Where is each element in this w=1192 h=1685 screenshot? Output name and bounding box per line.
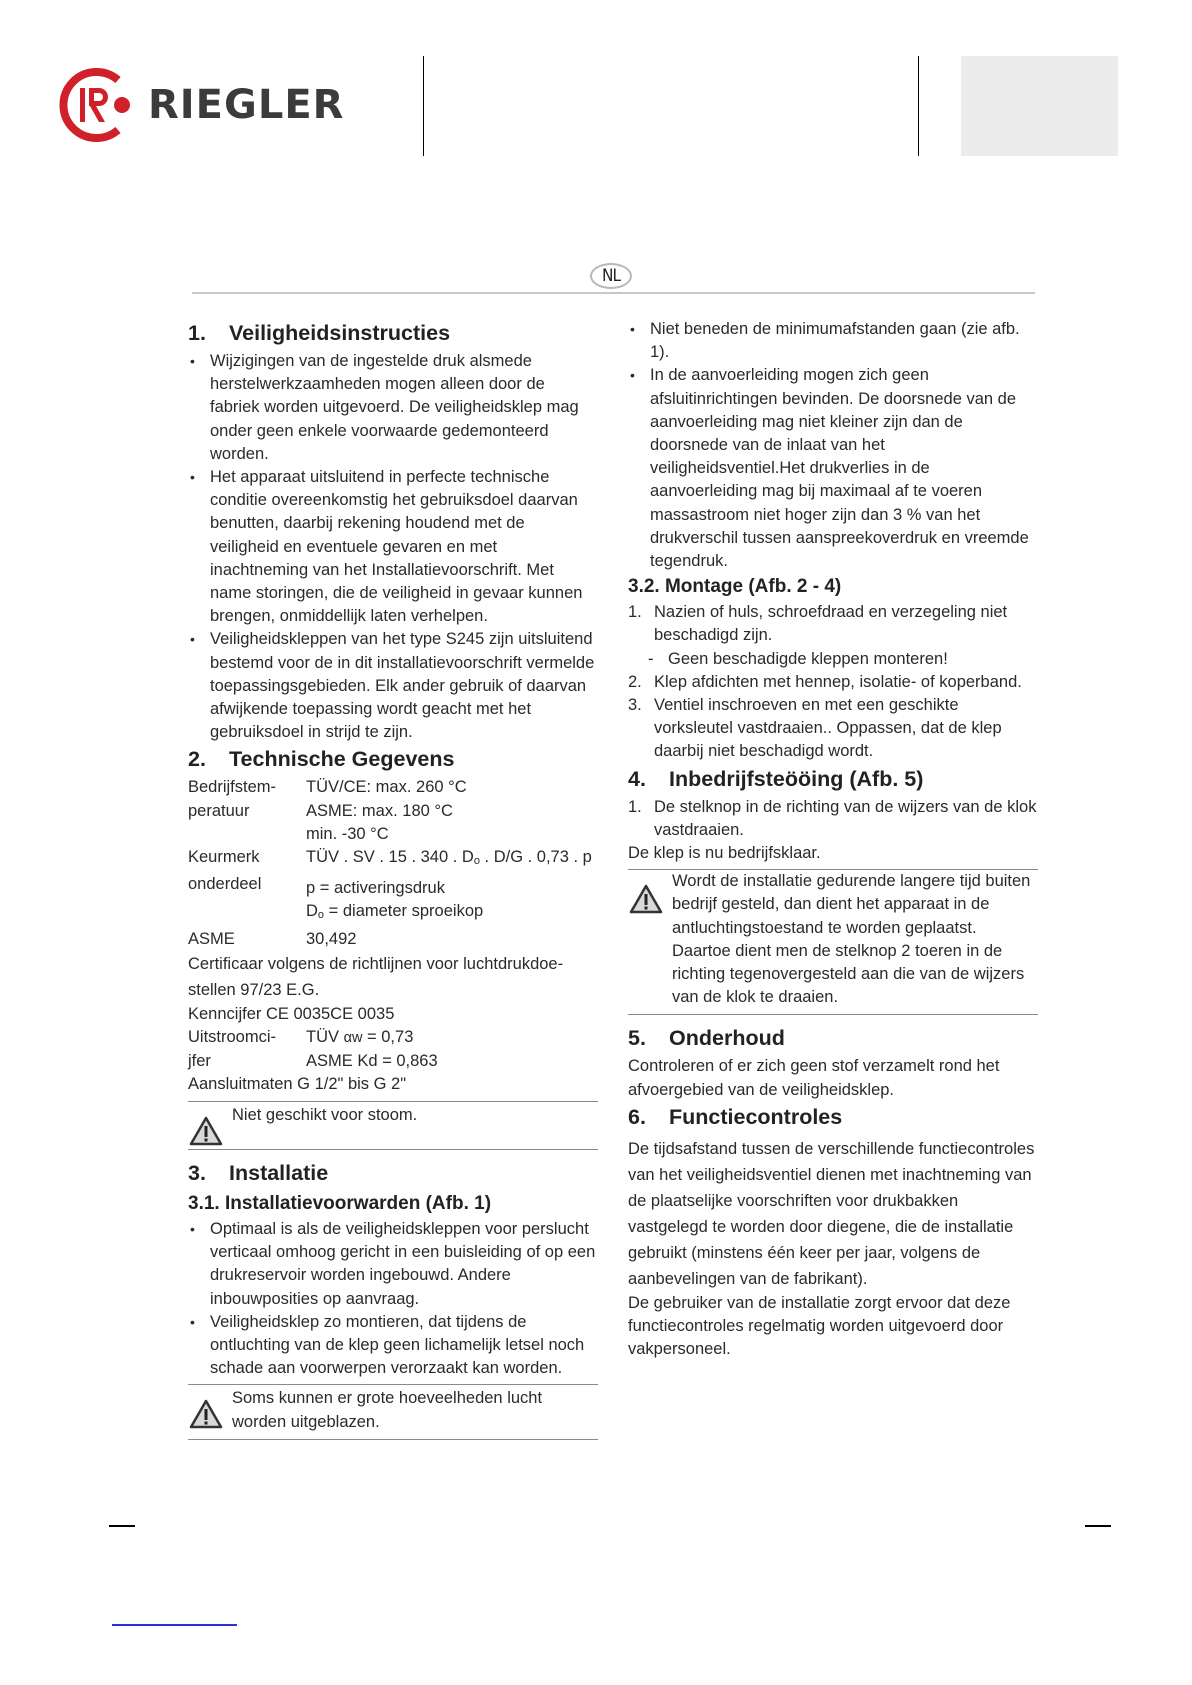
list-item [628,796,1038,842]
table-row [188,846,592,873]
table-value: TÜV/CE: max. 260 °C [306,778,467,797]
connection-label: Aansluitmaten [188,1075,293,1094]
crop-mark [109,1525,135,1527]
list-item [188,350,598,466]
section-title: Installatie [229,1160,329,1185]
definition-text: = diameter sproeikop [324,902,484,921]
riegler-logo [58,66,344,144]
technical-data-table [188,776,592,950]
header-placeholder-box [961,56,1118,156]
table-row [188,1050,438,1073]
commissioning-steps [628,796,1038,842]
table-value: ASME: max. 180 °C [306,801,453,820]
value-text: = 0,73 [362,1028,414,1047]
section-title: Technische Gegevens [229,747,455,772]
list-item [628,364,1038,573]
section-3-heading [188,1158,598,1188]
table-value [306,873,592,927]
subsection-3-1-heading: 3.1. Installatievoorwarden (Afb. 1) [188,1192,492,1214]
table-value: 30,492 [306,929,357,948]
alpha-symbol: αw [343,1030,363,1047]
list-item [628,648,1038,671]
list-item-text: Wijzigingen van de ingestelde druk alsmede herstelwerkzaamheden mogen alleen door de fabriek worden uitgevoerd. De veiligheidsklep mag onder geen enkele voorwaarde gedemonteerd worden. [210,352,579,463]
crop-mark [1085,1525,1111,1527]
table-value [306,1026,438,1050]
bullet-icon: • [190,469,195,486]
table-label: onderdeel [188,875,262,894]
identification-number: Kenncijfer CE 0035CE 0035 [188,1004,395,1023]
safety-list [188,350,598,744]
warning-text: Soms kunnen er grote hoeveelheden lucht worden uitgeblazen. [232,1389,543,1431]
table-value: min. -30 °C [306,824,389,843]
list-item-text: In de aanvoerleiding mogen zich geen afsluitinrichtingen bevinden. De doorsnede van de aanvoerleiding mag niet kleiner zijn dan de doorsnede van de inlaat van het veiligheidsventiel.Het drukverlies in de aanvoerleiding mag bij maximaal af te voeren massastroom niet hoger zijn dan 3 % van het drukverschil tussen aanspreekoverdruk en vreemde tegendruk. [650,366,1029,571]
step-text: Nazien of huls, schroefdraad en verzegeling niet beschadigd zijn. [654,603,1008,645]
section-1-heading [188,318,598,348]
section-5-heading [628,1023,1038,1053]
subsection-3-2-heading: 3.2. Montage (Afb. 2 - 4) [628,576,842,598]
section-number: 6. [628,1104,646,1129]
table-label: Keurmerk [188,848,260,867]
bullet-icon: • [190,1220,195,1237]
step-number: 1. [628,797,642,816]
list-item [628,671,1038,694]
table-row [188,800,592,823]
maintenance-text: Controleren of er zich geen stof verzamelt rond het afvoergebied van de veiligheidsklep. [628,1057,1000,1099]
list-item [628,601,1038,647]
subscript: o [317,909,325,922]
brand-name: RIEGLER [148,82,345,128]
warning-box [188,1101,598,1150]
table-value [306,846,592,873]
table-row [188,873,592,927]
subscript: o [473,855,480,868]
list-item [188,1311,598,1381]
connection-sizes [188,1073,598,1096]
list-item-text: Niet beneden de minimumafstanden gaan (zie afb. 1). [650,320,1020,362]
warning-text: Wordt de installatie gedurende langere tijd buiten bedrijf gesteld, dan dient het apparaat in de antluchtingstoestand te worden geplaatst. Daartoe dient men de stelknop 2 toeren in de richting tegenovergesteld aan die van de wijzers van de klok te draaien. [672,872,1031,1007]
list-item [188,1218,598,1311]
mark-value: . D/G . 0,73 . p [479,848,592,867]
section-number: 5. [628,1026,646,1051]
ready-text: De klep is nu bedrijfsklaar. [628,844,821,863]
definition-text: D [306,902,318,921]
list-item [628,318,1038,364]
section-4-heading [628,764,1038,794]
step-text: Klep afdichten met hennep, isolatie- of koperband. [654,672,1022,691]
list-item [188,466,598,628]
list-item-text: Optimaal is als de veiligheidskleppen voor perslucht verticaal omhoog gericht in een buisleiding of op een drukreservoir worden ingebouwd. Andere inbouwposities op aanvraag. [210,1219,596,1308]
table-row [188,776,592,799]
function-check-responsibility: De gebruiker van de installatie zorgt ervoor dat deze functiecontroles regelmatig worden uitgevoerd door vakpersoneel. [628,1293,1011,1359]
step-text: Geen beschadigde kleppen monteren! [668,649,948,668]
header-divider [918,56,919,156]
step-number: 1. [628,603,642,622]
table-label: jfer [188,1052,211,1071]
table-label: peratuur [188,801,250,820]
bullet-icon: • [630,367,635,384]
warning-icon [189,1116,223,1146]
section-number: 1. [188,321,206,345]
step-text: Ventiel inschroeven en met een geschikte vorksleutel vastdraaien.. Oppassen, dat de klep daarbij niet beschadigd wordt. [654,696,1002,761]
riegler-logo-mark-icon [58,66,136,144]
installation-conditions-list-continued [628,318,1038,573]
warning-box [628,869,1038,1015]
section-title: Inbedrijfsteööing (Afb. 5) [669,766,924,791]
list-item-text: Het apparaat uitsluitend in perfecte technische conditie overeenkomstig het gebruiksdoel daarvan benutten, daarbij rekening houdend met de veiligheid en eventuele gevaren en met inachtneming van het Installatievoorschrift. Met name storingen, die de veiligheid in gevaar kunnen brengen, onmiddellijk laten verhelpen. [210,468,583,626]
outflow-table [188,1026,438,1073]
step-number: 3. [628,696,642,715]
section-title: Veiligheidsinstructies [229,321,451,345]
section-title: Functiecontroles [669,1104,843,1129]
bullet-icon: • [630,321,635,337]
list-item-text: Veiligheidsklep zo montieren, dat tijdens de ontluchting van de klep geen lichamelijk letsel noch schade aan voorwerpen verorzaakt kan worden. [210,1312,585,1378]
table-row [188,1026,438,1050]
step-text: De stelknop in de richting van de wijzers van de klok vastdraaien. [654,797,1037,839]
table-label [188,823,306,846]
section-number: 4. [628,766,646,791]
bullet-icon: • [190,353,195,369]
warning-icon [629,884,663,914]
warning-box [188,1384,598,1439]
left-column [188,318,598,1448]
right-column [628,318,1038,1362]
value-text: TÜV [306,1028,344,1047]
mounting-steps [628,601,1038,763]
bullet-icon: • [190,1313,195,1330]
function-check-text: De tijdsafstand tussen de verschillende functiecontroles van het veiligheidsventiel dienen met inachtneming van de plaatselijke voorschriften voor drukbakken vastgelegd te worden door diegene, die de installatie gebruikt (minstens één keer per jaar, volgens de aanbevelingen van de fabrikant). [628,1139,1035,1288]
table-row [188,823,592,846]
section-6-heading [628,1102,1038,1132]
section-number: 3. [188,1160,206,1185]
section-2-heading [188,744,598,774]
header-divider [423,56,424,156]
language-badge: NL [590,263,632,289]
table-row [188,928,592,951]
section-title: Onderhoud [669,1026,785,1051]
dash-icon: - [648,649,654,668]
table-label: Uitstroomci- [188,1028,277,1047]
section-number: 2. [188,747,206,772]
table-label: Bedrijfstem- [188,778,277,797]
certificate-text: Certificaar volgens de richtlijnen voor luchtdrukdoe-stellen 97/23 E.G. [188,954,564,999]
table-label: ASME [188,929,235,948]
footer-link-underline[interactable] [112,1624,237,1626]
table-value: ASME Kd = 0,863 [306,1052,438,1071]
mark-value: TÜV . SV . 15 . 340 . D [306,848,474,867]
installation-conditions-list [188,1218,598,1380]
list-item [628,694,1038,764]
definition: p = activeringsdruk [306,879,445,898]
top-divider [192,292,1035,294]
list-item-text: Veiligheidskleppen van het type S245 zijn uitsluitend bestemd voor de in dit installatievoorschrift vermelde toepassingsgebieden. Elk ander gebruik of daarvan afwijkende toepassing wordt geacht met het gebruiksdoel in strijd te zijn. [210,630,595,742]
definition [306,900,592,927]
step-number: 2. [628,672,642,691]
warning-icon [189,1399,223,1429]
list-item [188,628,598,744]
connection-value: G 1/2" bis G 2" [297,1075,407,1094]
bullet-icon: • [190,631,195,648]
warning-text: Niet geschikt voor stoom. [232,1105,418,1124]
